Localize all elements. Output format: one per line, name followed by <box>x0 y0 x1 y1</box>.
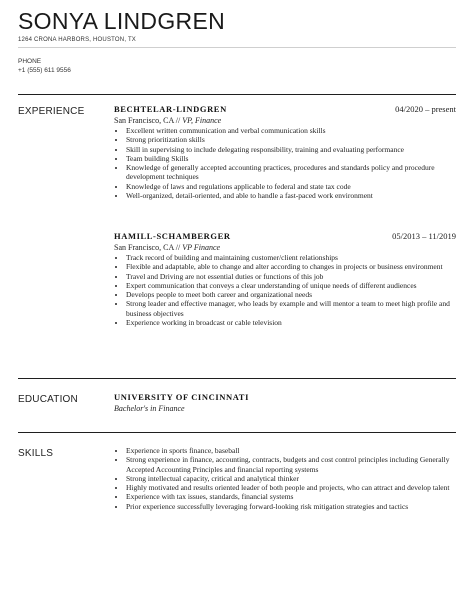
list-item: • Excellent written communication and verbal communication skills <box>126 126 456 135</box>
job-title: VP, Finance <box>182 116 222 125</box>
section-title-skills: SKILLS <box>18 448 54 459</box>
degree: Bachelor's in Finance <box>114 404 185 413</box>
job-title: VP Finance <box>182 243 221 252</box>
skills-list <box>114 446 456 511</box>
job-bullets <box>114 126 456 200</box>
list-item: • Track record of building and maintaining customer/client relationships <box>126 253 456 262</box>
list-item: • Strong intellectual capacity, critical and analytical thinker <box>126 474 456 483</box>
section-title-education: EDUCATION <box>18 394 78 405</box>
list-item: • Strong leader and effective manager, who leads by example and will mentor a team to meet high profile and business objectives <box>126 299 456 318</box>
job-location: San Francisco, CA // VP Finance <box>114 243 221 252</box>
job-bullets <box>114 253 456 327</box>
list-item: • Strong experience in finance, accounting, contracts, budgets and cost control principles including Generally Accepted Accounting Principles and financial reporting systems <box>126 455 456 474</box>
list-item: • Knowledge of laws and regulations applicable to federal and state tax code <box>126 182 456 191</box>
list-item: • Knowledge of generally accepted accounting practices, procedures and standards policy and procedure development techniques <box>126 163 456 182</box>
job-dates: 04/2020 – present <box>395 104 456 114</box>
list-item: • Travel and Driving are not essential duties or functions of this job <box>126 272 456 281</box>
list-item: • Team building Skills <box>126 154 456 163</box>
header-divider <box>18 47 456 48</box>
school-name: UNIVERSITY OF CINCINNATI <box>114 392 249 402</box>
list-item: • Flexible and adaptable, able to change and alter according to changes in projects or business environment <box>126 262 456 271</box>
job-entry <box>114 104 456 200</box>
education-entry <box>114 392 249 413</box>
job-location: San Francisco, CA // VP, Finance <box>114 116 222 125</box>
job-entry <box>114 231 456 327</box>
address: 1264 CRONA HARBORS, HOUSTON, TX <box>18 37 137 43</box>
phone-number: +1 (555) 611 9556 <box>18 67 71 74</box>
list-item: • Develops people to meet both career and organizational needs <box>126 290 456 299</box>
list-item: • Well-organized, detail-oriented, and able to handle a fast-paced work environment <box>126 191 456 200</box>
list-item: • Strong prioritization skills <box>126 135 456 144</box>
job-dates: 05/2013 – 11/2019 <box>392 231 456 241</box>
list-item: • Prior experience successfully leveraging forward-looking risk mitigation strategies and tactics <box>126 502 456 511</box>
phone-label: PHONE <box>18 58 42 65</box>
section-divider <box>18 432 456 433</box>
job-company: HAMILL-SCHAMBERGER <box>114 231 231 241</box>
section-divider <box>18 94 456 95</box>
skill-bullets <box>114 446 456 511</box>
list-item: • Skill in supervising to include delegating responsibility, training and evaluating performance <box>126 145 456 154</box>
job-company: BECHTELAR-LINDGREN <box>114 104 227 114</box>
candidate-name: SONYA LINDGREN <box>18 8 225 34</box>
list-item: • Expert communication that conveys a clear understanding of unique needs of different audiences <box>126 281 456 290</box>
list-item: • Experience in sports finance, baseball <box>126 446 456 455</box>
list-item: • Highly motivated and results oriented leader of both people and projects, who can attract and develop talent <box>126 483 456 492</box>
list-item: • Experience working in broadcast or cable television <box>126 318 456 327</box>
section-divider <box>18 378 456 379</box>
list-item: • Experience with tax issues, standards, financial systems <box>126 492 456 501</box>
section-title-experience: EXPERIENCE <box>18 106 85 117</box>
